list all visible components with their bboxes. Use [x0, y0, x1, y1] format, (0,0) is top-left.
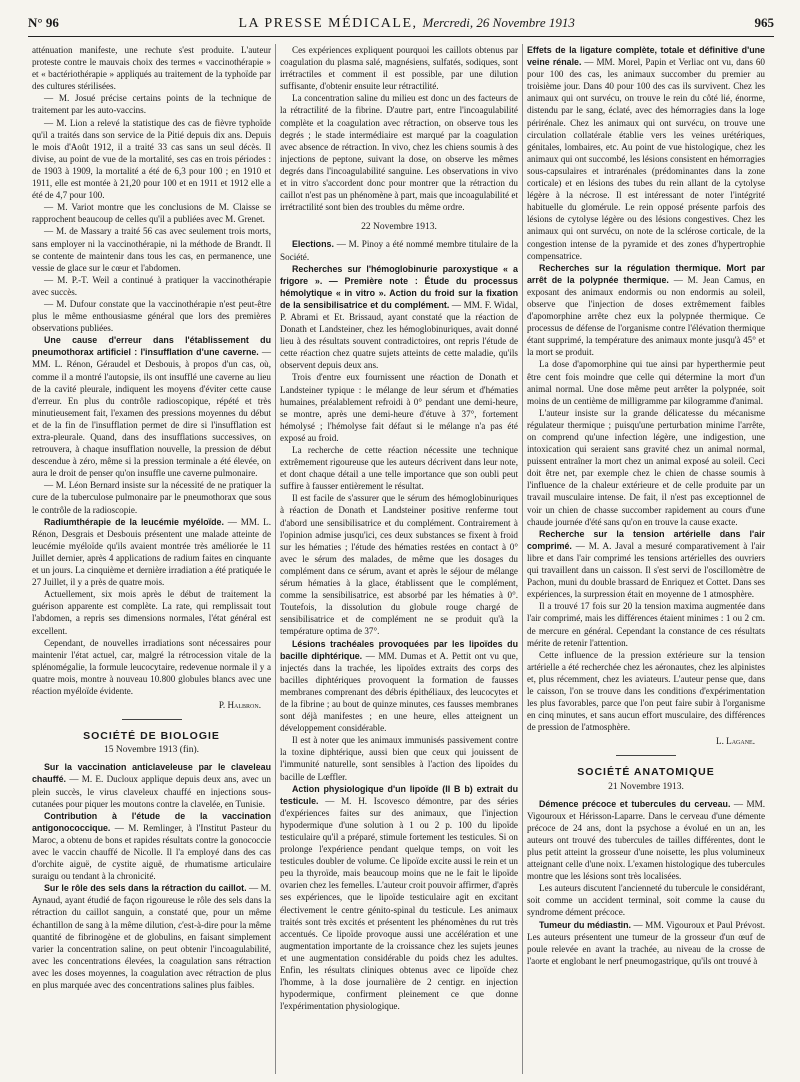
article-heading: Démence précoce et tubercules du cerveau.	[539, 798, 731, 809]
paragraph: Trois d'entre eux fournissent une réaction de Donath et Landsteiner typique : le mélange de leur sérum et d'hématies humaines, préalablement refroidi à 0° pendant une demi-heure, se montre, après une demi-heure d'étuve à 37°, fortement hémolysé ; l'hémolyse fait défaut si le mélange n'a pas été exposé au froid.	[280, 372, 518, 443]
paragraph: — M. de Massary a traité 56 cas avec seulement trois morts, sans employer ni la vaccinothérapie, ni la méthode de Brandt. Il se contente de maintenir dans tous les cas, en permanence, une vessie de glace sur le cœur et l'abdomen.	[32, 226, 271, 273]
article-heading: Effets de la ligature complète, totale et définitive d'une veine rénale.	[527, 45, 765, 68]
paragraph: Actuellement, six mois après le début de traitement la guérison apparente est complète. La rate, qui remplissait tout l'abdomen, a repris ses dimensions normales, l'état général est excellent.	[32, 589, 271, 636]
page-number: 965	[754, 15, 774, 30]
paragraph: — M. Remlinger, à l'Institut Pasteur du Maroc, a obtenu de bons et rapides résultats contre la gonococcie avec le vaccin chauffé de Nicolle. Il l'a employé dans des cas d'orchite aiguë, de cystite aiguë, de rhumatisme articulaire suraigu ou tendant à la chronicité.	[32, 822, 272, 882]
column-3	[522, 44, 769, 1074]
paragraph: — M. A. Javal a mesuré comparativement à l'air libre et dans l'air comprimé les tensions artérielles des ouvriers qui travaillent dans un caisson. Il s'est servi de l'oscillomètre de Pachon, muni du double brassard de Enriquez et Cottet. Dans ses expériences, la surpression était en moyenne de 1 atmosphère.	[527, 540, 765, 600]
article-heading: Elections.	[292, 239, 334, 250]
article-heading: Une cause d'erreur dans l'établissement du pneumothorax artificiel : l'insufflation d'une caverne.	[32, 335, 271, 358]
section-title: SOCIÉTÉ ANATOMIQUE	[577, 766, 715, 779]
paragraph: Il est à noter que les animaux immunisés passivement contre la toxine diphtérique, aussi bien que ceux qui jouissent de l'immunité naturelle, sont sensibles à l'action des lipoïdes du bacille de Lœffler.	[280, 735, 518, 782]
article-heading: Recherches sur la régulation thermique. Mort par arrêt de la polypnée thermique.	[527, 262, 765, 285]
section-title: SOCIÉTÉ DE BIOLOGIE	[83, 730, 220, 743]
article-heading: Contribution à l'étude de la vaccination antigonococcique.	[32, 810, 271, 833]
paragraph: La dose d'apomorphine qui tue ainsi par hyperthermie peut être cent fois moindre que celle qui détermine la mort d'un animal normal. Une dose même peut arrêter la polypnée, soit moins de un centième de milligramme par kilogramme d'animal.	[527, 359, 765, 406]
paragraph: — M. Pinoy a été nommé membre titulaire de la Société.	[280, 239, 518, 262]
article-heading: Recherche sur la tension artérielle dans l'air comprimé.	[527, 528, 765, 551]
section-date: 15 Novembre 1913 (fin).	[104, 745, 199, 756]
paragraph: Les auteurs discutent l'ancienneté du tubercule le considérant, soit comme un accident terminal, soit comme la cause du syndrome dément précoce.	[527, 883, 765, 918]
article-columns	[28, 44, 774, 1074]
paragraph: — MM. F. Widal, P. Abrami et Et. Brissaud, ayant constaté que la réaction de Donath et Landsteiner, chez les hémoglobinuriques, avait donné lieu à des résultats souvent contradictoires, ont repris l'étude de cette réaction chez quatre sujets atteints de cette maladie, qu'ils observent depuis deux ans.	[280, 299, 519, 371]
paragraph: Il est facile de s'assurer que le sérum des hémoglobinuriques à réaction de Donath et Landsteiner positive renferme tout d'abord une sensibilisatrice et du complément. Contrairement à l'opinion admise jusqu'ici, ces deux substances se fixent à froid sur les hématies ; l'étude des hématies restées en contact à 0° avec le sérum des malades, de même que les dosages du complément dans ce sérum, avant et après le séjour de mélange sérum hématies à la glace, établissent que le complément, comme la sensibilisatrice, est absorbé par les hématies à 0°. Toutefois, la dissolution du globule rouge chargé de sensibilisatrice et de complément ne se produit qu'à la température optima de 37°.	[280, 493, 518, 637]
paragraph: — MM. Morel, Papin et Verliac ont vu, dans 60 pour 100 des cas, les animaux succomber du premier au troisième jour. Dans 40 pour 100 des cas ils survivent. Chez les animaux qui ont survécu, on trouve le rein du côté lié, énorme, distendu par le sang, éclaté, avec des hémorragies dans la loge périrénale. Chez les animaux qui ont survécu, on trouve une circulation collatérale établie vers les veines urétériques, génitales, lombaires, etc. Au point de vue histologique, chez les animaux qui ont succombé, les lésions consistent en hémorragies sous-capsulaires et intrarénales (prédominantes dans la zone corticale) et en lésions des tubes du rein allant de la cytolyse légère à la nécrose. Il est intéressant de noter l'intégrité habituelle du glomérule. Le rein opposé présente parfois des lésions de cytolyse légère ou des lésions congestives. Chez les animaux qui ont survécu, on note de la sclérose corticale, de la congestion intense de la pyramide et des zones d'hypertrophie compensatrice.	[527, 57, 765, 261]
author-signature: L. Lagane.	[716, 736, 755, 747]
paragraph: Cependant, de nouvelles irradiations sont nécessaires pour maintenir l'état actuel, car, malgré la rétrocession vitale de la splénomégalie, la formule leucocytaire, redevenue normale il y a quatre mois, montre à nouveau 10.800 globules blancs avec une réaction myéloïde évidente.	[32, 637, 271, 696]
section-date: 21 Novembre 1913.	[608, 781, 684, 792]
paragraph: Ces expériences expliquent pourquoi les caillots obtenus par coagulation du plasma salé, magnésiens, sulfatés, sodiques, sont irrétractiles et comment il est possible, par une dilution suffisante, d'obtenir ensuite leur rétractilité.	[280, 45, 518, 92]
paragraph: — MM. L. Rénon, Desgrais et Desbouis présentent une malade atteinte de leucémie myéloïde qu'ils avaient montrée très améliorée le 11 Juillet dernier, après 4 applications de radium faites en cinquante et un jours. La cinquième et dernière irradiation a été pratiquée le 27 Juillet, il y a près de quatre mois.	[32, 516, 271, 588]
journal-title	[238, 15, 574, 32]
paragraph: — M. E. Ducloux applique depuis deux ans, avec un plein succès, le virus claveleux chauffé en injections sous-cutanées pour piquer les moutons contre la clavelée, en Tunisie.	[32, 774, 271, 809]
paragraph: L'auteur insiste sur la grande délicatesse du mécanisme régulateur thermique ; puisqu'une perturbation minime l'arrête, on comprend qu'une infection légère, une indigestion, une intoxication qui seraient sans gravité chez un animal normal, puissent entraîner la mort chez un animal exposé au soleil. Ceci doit être net, par exemple chez le chien de chasse soumis à l'influence de la chaleur extérieure et de celle produite par un travail musculaire intense. De fait, il n'est pas exceptionnel de voir un chien de chasse succomber rapidement au cours d'une chaude journée d'été sans qu'on en trouve la cause exacte.	[527, 407, 765, 527]
paragraph: — MM. Vigouroux et Hérisson-Laparre. Dans le cerveau d'une démente précoce de 24 ans, dont la psychose a évolué en un an, les auteurs ont trouvé des tubercules de tailles différentes, dont le plus petit atteint la grosseur d'une noisette, les plus volumineux atteignant celle d'une noix. L'examen histologique des tubercules montre que les lésions sont très localisées.	[527, 798, 765, 882]
paragraph: Cette influence de la pression extérieure sur la tension artérielle a été recherchée chez les aéronautes, chez les alpinistes et, plus récemment, chez les aviateurs. L'auteur pense que, dans le caisson, l'on se trouve dans les conditions d'expérimentation les plus favorables, parce que l'on peut faire subir à l'organisme en cinq minutes, et sans aucun effort musculaire, des différences de pression de l'atmosphère.	[527, 649, 765, 733]
article-heading: Action physiologique d'un lipoïde (II B b) extrait du testicule.	[280, 783, 518, 806]
section-date: 22 Novembre 1913.	[361, 222, 437, 233]
paragraph: — M. Aynaud, ayant étudié de façon rigoureuse le rôle des sels dans la rétraction du caillot sanguin, a constaté que, pour un même échantillon de sang à la même dilution, c'est-à-dire pour la même quantité de fibrinogène et de globulins, en faisant simplement varier la concentration saline, on peut obtenir l'incoagulabilité, avec les concentrations élevées, la coagulation sans rétraction avec les doses moyennes, la coagulation avec rétraction de plus en plus marquée avec des concentrations salines plus faibles.	[32, 883, 271, 991]
article-subheading: — Première note : Étude du processus hémolytique « in vitro ». Action du froid sur la fixation de la sensibilisatrice et du complément.	[280, 275, 518, 310]
paragraph: — MM. Vigouroux et Paul Prévost. Les auteurs présentent une tumeur de la grosseur d'un œuf de poule relevée en avant la trachée, au niveau de la crosse de l'aorte et englobant le nerf pneumogastrique, qu'ils ont trouvé à	[527, 919, 765, 966]
article-heading: Recherches sur l'hémoglobinurie paroxystique « a frigore ».	[280, 263, 518, 286]
article-heading: Sur la vaccination anticlaveleuse par le claveleau chauffé.	[32, 762, 271, 785]
paragraph: — M. P.-T. Weil a continué à pratiquer la vaccinothérapie avec succès.	[32, 274, 271, 297]
paragraph: La concentration saline du milieu est donc un des facteurs de la rétractilité de la fibrine. D'autre part, entre l'incoagulabilité complète et la coagulation avec rétraction, on observe tous les degrés ; le stade intermédiaire est marqué par la coagulation avec absence de rétraction. In vivo, chez les chiens soumis à des injections de peptone, suivant la dose, on observe les mêmes degrés dans l'incoagulabilité sanguine. Les observations in vivo et in vitro s'accordent donc pour montrer que la rétraction du caillot n'est pas un phénomène à part, mais que incoagulabilité et irrétractilité sont bien des troubles du même ordre.	[280, 93, 518, 213]
article-heading: Lésions trachéales provoquées par les lipoïdes du bacille diphtérique.	[280, 638, 518, 661]
journal-name: LA PRESSE MÉDICALE,	[238, 15, 418, 31]
paragraph: atténuation manifeste, une rechute s'est produite. L'auteur proteste contre le mauvais choix des termes « vaccinothérapie » et « bactériothérapie » appliqués au traitement de la typhoïde par des cultures stérilisées.	[32, 45, 271, 92]
paragraph: — M. Jean Camus, en exposant des animaux endormis ou non endormis au soleil, observe que l'injection de doses extrêmement faibles d'apomorphine arrête chez eux la polypnée thermique. Ce processus de défense de l'organisme contre l'élévation thermique étant supprimé, la température des animaux monte jusqu'à 45° et la mort se produit.	[527, 274, 765, 358]
paragraph: — M. Josué précise certains points de la technique de traitement par les auto-vaccins.	[32, 93, 271, 116]
paragraph: — MM. L. Rénon, Géraudel et Desbouis, à propos d'un cas, où, comme il a montré l'autopsie, ils ont insufflé une caverne au lieu de la cavité pleurale, indiquent les moyens d'éviter cette cause d'erreur. En plus du contrôle radioscopique, répété et très minutieusement fait, l'examen des pressions moyennes du début et de la fin de l'insufflation permet de dire si l'insufflation est extra-pleurale. Quand, dans des insufflations successives, on retrouvera, à chaque insufflation nouvelle, la pression de début descendue à zéro, même si la pression terminale a été élevée, on aura le droit de penser qu'on insuffle une caverne pulmonaire.	[32, 347, 272, 479]
column-1	[28, 44, 275, 1074]
author-signature: P. Halbron.	[218, 700, 261, 711]
article-heading: Radiumthérapie de la leucémie myéloïde.	[44, 516, 224, 527]
paragraph: — M. Dufour constate que la vaccinothérapie n'est peut-être plus le même enthousiasme général que lors des premières observations publiées.	[32, 298, 271, 334]
column-2	[275, 44, 522, 1074]
paragraph: La recherche de cette réaction nécessite une technique extrêmement rigoureuse que les auteurs décrivent dans leur note, et dont chaque détail a une telle importance que son oubli peut suffire à fausser entièrement le résultat.	[280, 445, 518, 492]
page-header	[28, 10, 774, 37]
divider	[122, 719, 182, 720]
issue-date: Mercredi, 26 Novembre 1913	[422, 14, 575, 30]
paragraph: — M. Lion a relevé la statistique des cas de fièvre typhoïde qu'il a traités dans son service de la Pitié depuis dix ans. Depuis le mois d'Août 1912, il a traité 33 cas sans un seul décès. Il divise, au point de vue de la mortalité, ses cas en trois périodes : de 1903 à 1909, la mortalité a été de 6,3 pour 100 ; en 1910 et 1911, elle est montée à 21,20 pour 100 et en 1911 et 1912 elle a été de 4,7 pour 100.	[32, 117, 271, 201]
paragraph: Il a trouvé 17 fois sur 20 la tension maxima augmentée dans l'air comprimé, mais les différences étaient minimes : 1 ou 2 cm. de mercure en général. Cependant la constance de ces résultats mérite de retenir l'attention.	[527, 601, 765, 648]
divider	[616, 755, 676, 756]
paragraph: — M. Léon Bernard insiste sur la nécessité de ne pratiquer la cure de la tuberculose pulmonaire par le pneumothorax que sous le contrôle de la radioscopie.	[32, 480, 271, 515]
paragraph: — M. Variot montre que les conclusions de M. Claisse se rapprochent beaucoup de celles qu'il a publiées avec M. Grenet.	[32, 202, 271, 225]
issue-number: N° 96	[28, 15, 59, 30]
paragraph: — MM. Dumas et A. Pettit ont vu que, injectés dans la trachée, les lipoïdes extraits des corps des bacilles diphtériques provoquent la formation de fausses membranes comprenant des débris épithéliaux, des leucocytes et de la fibrine ; au bout de quinze minutes, ces fausses membranes sont déjà manifestes ; en une heure, elles atteignent un développement considérable.	[280, 650, 518, 734]
article-heading: Sur le rôle des sels dans la rétraction du caillot.	[44, 883, 247, 894]
article-heading: Tumeur du médiastin.	[539, 919, 632, 930]
paragraph: — M. H. Iscovesco démontre, par des séries d'expériences faites sur des animaux, que l'injection hypodermique d'une solution à 1 ou 2 p. 100 du lipoïde testiculaire qu'il a préparé, stimule fortement les testicules. Si on prolonge l'expérience pendant quelque temps, on voit les testicules doubler de volume. Ce lipoïde excite aussi le rein et un peu la thyroïde, mais beaucoup moins que ne le fait le lipoïde ovarien chez les femelles. L'auteur croit pouvoir affirmer, d'après ses expériences, que le lipoïde testiculaire agit en excitant électivement le centre génito-spinal du testicule. Les animaux traités sont très excités et présentent les phénomènes du rut très accentués. Ce lipoïde provoque aussi une accélération et une augmentation importante de la croissance chez les sujets jeunes et une augmentation considérable du poids chez les adultes. Enfin, les résultats cliniques obtenus avec ce lipoïde chez l'homme, à la dose journalière de 2 centigr. en injection hypodermique, confirment pleinement ce que donne l'expérimentation physiologique.	[280, 795, 519, 1012]
